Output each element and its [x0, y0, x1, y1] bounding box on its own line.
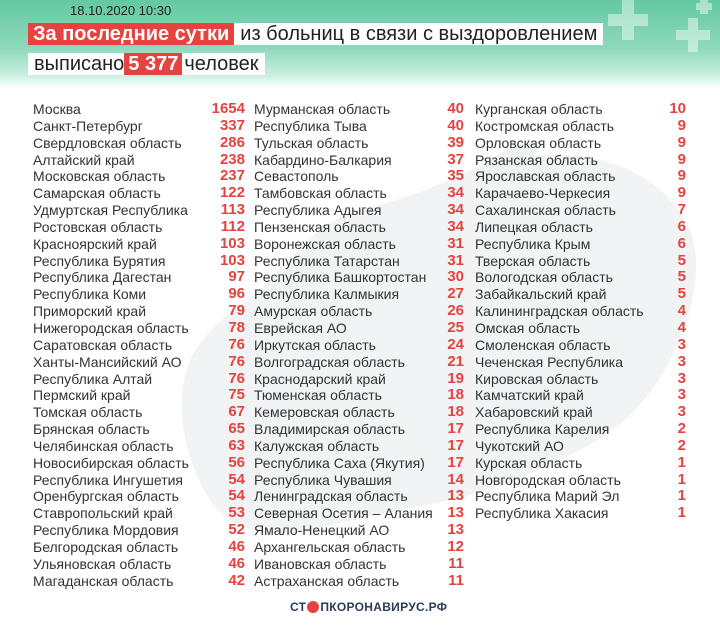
discharged-count: 26	[447, 302, 464, 320]
discharged-count: 6	[677, 217, 686, 235]
region-name: Камчатский край	[475, 387, 584, 404]
region-name: Приморский край	[33, 303, 147, 320]
discharged-count: 54	[228, 470, 245, 488]
region-row	[475, 135, 686, 152]
region-name: Алтайский край	[33, 151, 135, 168]
region-row	[475, 421, 686, 438]
region-row	[475, 168, 686, 185]
discharged-count: 4	[677, 318, 686, 336]
region-name: Липецкая область	[475, 218, 593, 235]
region-row	[33, 488, 245, 505]
region-row	[475, 236, 686, 253]
region-row	[254, 101, 464, 118]
region-row	[33, 185, 245, 202]
region-row	[33, 286, 245, 303]
region-row	[254, 185, 464, 202]
discharged-count: 24	[447, 335, 464, 353]
region-name: Сахалинская область	[475, 202, 616, 219]
region-row	[33, 354, 245, 371]
region-row	[33, 539, 245, 556]
region-name: Санкт-Петербург	[33, 117, 143, 134]
region-row	[254, 337, 464, 354]
region-name: Республика Хакасия	[475, 505, 609, 522]
region-row	[475, 101, 686, 118]
region-name: Карачаево-Черкесия	[475, 185, 611, 202]
discharged-count: 1	[677, 453, 686, 471]
medical-cross-icon	[600, 0, 720, 88]
discharged-count: 17	[447, 436, 464, 454]
discharged-count: 6	[677, 234, 686, 252]
logo-text-pre: СТ	[290, 600, 307, 614]
region-row	[33, 556, 245, 573]
region-name: Ульяновская область	[33, 555, 172, 572]
discharged-count: 63	[228, 436, 245, 454]
region-row	[254, 118, 464, 135]
region-name: Республика Саха (Якутия)	[254, 454, 425, 471]
discharged-count: 9	[677, 150, 686, 168]
discharged-count: 21	[447, 352, 464, 370]
discharged-count: 78	[228, 318, 245, 336]
discharged-count: 39	[447, 133, 464, 151]
region-row	[33, 253, 245, 270]
region-row	[33, 168, 245, 185]
subtitle-post: человек	[182, 53, 264, 75]
discharged-count: 96	[228, 285, 245, 303]
title-line	[28, 20, 603, 48]
discharged-count: 40	[447, 100, 464, 117]
region-name: Оренбургская область	[33, 488, 179, 505]
region-name: Челябинская область	[33, 437, 174, 454]
region-name: Республика Мордовия	[33, 522, 179, 539]
discharged-count: 3	[677, 403, 686, 421]
region-name: Владимирская область	[254, 421, 406, 438]
discharged-count: 46	[228, 554, 245, 572]
region-row	[475, 253, 686, 270]
region-name: Ханты-Мансийский АО	[33, 353, 182, 370]
discharged-count: 17	[447, 420, 464, 438]
region-name: Красноярский край	[33, 235, 157, 252]
subtitle-pre: выписано	[28, 53, 124, 75]
region-name: Тверская область	[475, 252, 591, 269]
discharged-count: 103	[219, 251, 245, 269]
region-row	[33, 421, 245, 438]
region-name: Республика Чувашия	[254, 471, 392, 488]
discharged-count: 53	[228, 504, 245, 522]
discharged-count: 9	[677, 184, 686, 202]
region-name: Курганская область	[475, 101, 603, 117]
discharged-count: 103	[219, 234, 245, 252]
discharged-count: 1	[677, 504, 686, 522]
region-row	[254, 354, 464, 371]
region-row	[475, 320, 686, 337]
region-name: Ярославская область	[475, 168, 616, 185]
discharged-count: 1	[677, 487, 686, 505]
region-row	[254, 236, 464, 253]
discharged-count: 3	[677, 352, 686, 370]
region-name: Кировская область	[475, 370, 599, 387]
region-column-1	[33, 101, 245, 589]
region-name: Смоленская область	[475, 336, 611, 353]
discharged-count: 65	[228, 420, 245, 438]
region-name: Ростовская область	[33, 218, 163, 235]
logo-text-post: ПКОРОНАВИРУС.РФ	[320, 600, 448, 614]
region-name: Рязанская область	[475, 151, 598, 168]
logo-o-icon	[307, 601, 319, 613]
discharged-count: 9	[677, 116, 686, 134]
discharged-count: 40	[447, 116, 464, 134]
discharged-count: 42	[228, 571, 245, 589]
region-name: Магаданская область	[33, 572, 174, 589]
discharged-count: 46	[228, 537, 245, 555]
region-row	[254, 371, 464, 388]
region-row	[254, 438, 464, 455]
region-row	[254, 404, 464, 421]
discharged-count: 5	[677, 285, 686, 303]
region-row	[254, 522, 464, 539]
region-name: Республика Ингушетия	[33, 471, 184, 488]
region-row	[475, 371, 686, 388]
discharged-count: 1	[677, 470, 686, 488]
region-row	[33, 320, 245, 337]
region-name: Республика Дагестан	[33, 269, 172, 286]
header-banner	[0, 0, 720, 88]
region-row	[254, 488, 464, 505]
region-name: Республика Бурятия	[33, 252, 166, 269]
discharged-count: 113	[220, 201, 245, 219]
discharged-count: 3	[677, 369, 686, 387]
region-row	[475, 152, 686, 169]
discharged-count: 7	[677, 201, 686, 219]
region-row	[33, 522, 245, 539]
discharged-count: 286	[219, 133, 245, 151]
discharged-count: 34	[447, 184, 464, 202]
region-name: Калужская область	[254, 437, 380, 454]
region-row	[33, 303, 245, 320]
region-row	[254, 421, 464, 438]
region-row	[254, 556, 464, 573]
region-row	[254, 472, 464, 489]
region-name: Иркутская область	[254, 336, 376, 353]
region-row	[475, 337, 686, 354]
region-row	[475, 455, 686, 472]
discharged-count: 18	[447, 386, 464, 404]
region-row	[33, 101, 245, 118]
region-name: Саратовская область	[33, 336, 173, 353]
region-row	[254, 269, 464, 286]
region-row	[33, 236, 245, 253]
footer-logo	[290, 600, 447, 614]
discharged-count: 34	[447, 217, 464, 235]
discharged-count: 19	[447, 369, 464, 387]
region-name: Кемеровская область	[254, 404, 395, 421]
region-name: Северная Осетия – Алания	[254, 505, 433, 522]
discharged-count: 3	[677, 386, 686, 404]
discharged-count: 1654	[211, 100, 245, 117]
region-row	[33, 438, 245, 455]
region-name: Волгоградская область	[254, 353, 405, 370]
region-name: Свердловская область	[33, 134, 182, 151]
discharged-count: 52	[228, 521, 245, 539]
region-row	[254, 152, 464, 169]
region-name: Тюменская область	[254, 387, 382, 404]
discharged-count: 79	[228, 302, 245, 320]
discharged-count: 237	[219, 167, 245, 185]
region-name: Хабаровский край	[475, 404, 593, 421]
region-name: Чеченская Республика	[475, 353, 623, 370]
region-row	[254, 539, 464, 556]
region-name: Новгородская область	[475, 471, 621, 488]
region-name: Республика Калмыкия	[254, 286, 400, 303]
region-name: Ивановская область	[254, 555, 387, 572]
region-name: Амурская область	[254, 303, 373, 320]
discharged-count: 75	[228, 386, 245, 404]
region-row	[254, 320, 464, 337]
region-row	[33, 152, 245, 169]
discharged-count: 31	[447, 251, 464, 269]
region-row	[33, 472, 245, 489]
region-row	[475, 505, 686, 522]
discharged-count: 2	[677, 420, 686, 438]
region-row	[33, 219, 245, 236]
region-name: Орловская область	[475, 134, 602, 151]
region-row	[475, 404, 686, 421]
discharged-count: 34	[447, 201, 464, 219]
discharged-count: 27	[447, 285, 464, 303]
discharged-count: 13	[447, 504, 464, 522]
region-row	[475, 202, 686, 219]
region-name: Тамбовская область	[254, 185, 387, 202]
region-row	[475, 118, 686, 135]
date-label: 18.10.2020 10:30	[70, 3, 172, 18]
region-row	[254, 168, 464, 185]
discharged-count: 12	[447, 537, 464, 555]
region-row	[33, 118, 245, 135]
region-row	[33, 202, 245, 219]
discharged-count: 97	[228, 268, 245, 286]
region-name: Республика Крым	[475, 235, 591, 252]
region-row	[254, 505, 464, 522]
region-row	[254, 455, 464, 472]
region-name: Самарская область	[33, 185, 161, 202]
region-row	[475, 219, 686, 236]
region-row	[33, 269, 245, 286]
region-name: Ставропольский край	[33, 505, 173, 522]
discharged-count: 14	[447, 470, 464, 488]
discharged-count: 9	[677, 167, 686, 185]
region-row	[475, 354, 686, 371]
discharged-count: 2	[677, 436, 686, 454]
discharged-count: 18	[447, 403, 464, 421]
region-name: Республика Коми	[33, 286, 147, 303]
discharged-count: 76	[228, 369, 245, 387]
discharged-count: 76	[228, 352, 245, 370]
discharged-count: 4	[677, 302, 686, 320]
region-name: Нижегородская область	[33, 319, 189, 336]
region-name: Белгородская область	[33, 538, 179, 555]
region-column-2	[254, 101, 464, 589]
title-highlight: За последние сутки	[28, 23, 234, 45]
region-name: Кабардино-Балкария	[254, 151, 392, 168]
subtitle-line	[28, 50, 603, 78]
total-count: 5 377	[124, 53, 182, 75]
region-name: Архангельская область	[254, 538, 406, 555]
region-name: Удмуртская Республика	[33, 202, 188, 219]
region-row	[254, 219, 464, 236]
region-row	[254, 387, 464, 404]
discharged-count: 13	[447, 521, 464, 539]
discharged-count: 37	[447, 150, 464, 168]
discharged-count: 31	[447, 234, 464, 252]
discharged-count: 9	[677, 133, 686, 151]
region-name: Москва	[33, 101, 81, 117]
region-name: Омская область	[475, 319, 581, 336]
discharged-count: 337	[219, 116, 245, 134]
region-name: Республика Тыва	[254, 117, 367, 134]
discharged-count: 67	[228, 403, 245, 421]
region-row	[475, 387, 686, 404]
discharged-count: 3	[677, 335, 686, 353]
region-row	[254, 135, 464, 152]
discharged-count: 54	[228, 487, 245, 505]
title-block	[28, 20, 603, 80]
region-row	[33, 505, 245, 522]
region-row	[475, 488, 686, 505]
region-name: Республика Марий Эл	[475, 488, 620, 505]
discharged-count: 25	[447, 318, 464, 336]
region-row	[254, 253, 464, 270]
region-row	[33, 573, 245, 590]
discharged-count: 11	[448, 554, 464, 572]
discharged-count: 122	[219, 184, 245, 202]
region-name: Ямало-Ненецкий АО	[254, 522, 390, 539]
region-row	[475, 286, 686, 303]
region-name: Вологодская область	[475, 269, 613, 286]
region-name: Астраханская область	[254, 572, 400, 589]
region-name: Воронежская область	[254, 235, 396, 252]
region-name: Республика Карелия	[475, 421, 610, 438]
region-name: Республика Татарстан	[254, 252, 400, 269]
title-rest: из больниц в связи с выздоровлением	[234, 23, 603, 45]
region-row	[475, 185, 686, 202]
region-row	[33, 455, 245, 472]
discharged-count: 11	[448, 571, 464, 589]
discharged-count: 5	[677, 251, 686, 269]
discharged-count: 30	[447, 268, 464, 286]
region-name: Республика Башкортостан	[254, 269, 427, 286]
region-row	[33, 135, 245, 152]
region-name: Республика Алтай	[33, 370, 153, 387]
region-name: Краснодарский край	[254, 370, 386, 387]
region-row	[33, 337, 245, 354]
region-row	[475, 303, 686, 320]
discharged-count: 35	[447, 167, 464, 185]
discharged-count: 17	[447, 453, 464, 471]
region-row	[33, 371, 245, 388]
region-name: Новосибирская область	[33, 454, 189, 471]
region-row	[475, 438, 686, 455]
region-name: Брянская область	[33, 421, 150, 438]
region-name: Московская область	[33, 168, 166, 185]
region-name: Калининградская область	[475, 303, 644, 320]
discharged-count: 5	[677, 268, 686, 286]
discharged-count: 76	[228, 335, 245, 353]
region-name: Мурманская область	[254, 101, 391, 117]
discharged-count: 13	[447, 487, 464, 505]
region-row	[33, 387, 245, 404]
region-row	[33, 404, 245, 421]
region-row	[475, 472, 686, 489]
region-name: Севастополь	[254, 168, 339, 185]
region-name: Тульская область	[254, 134, 369, 151]
region-name: Костромская область	[475, 117, 615, 134]
discharged-count: 238	[219, 150, 245, 168]
region-name: Забайкальский край	[475, 286, 607, 303]
discharged-count: 112	[220, 217, 245, 235]
region-name: Чукотский АО	[475, 437, 564, 454]
region-row	[254, 286, 464, 303]
region-row	[254, 303, 464, 320]
region-name: Курская область	[475, 454, 583, 471]
region-name: Республика Адыгея	[254, 202, 382, 219]
region-name: Ленинградская область	[254, 488, 408, 505]
region-name: Пермский край	[33, 387, 131, 404]
region-name: Пензенская область	[254, 218, 386, 235]
region-name: Томская область	[33, 404, 143, 421]
discharged-count: 10	[669, 100, 686, 117]
region-row	[254, 202, 464, 219]
region-row	[475, 269, 686, 286]
discharged-count: 56	[228, 453, 245, 471]
region-column-3	[475, 101, 686, 522]
region-name: Еврейская АО	[254, 319, 347, 336]
region-row	[254, 573, 464, 590]
